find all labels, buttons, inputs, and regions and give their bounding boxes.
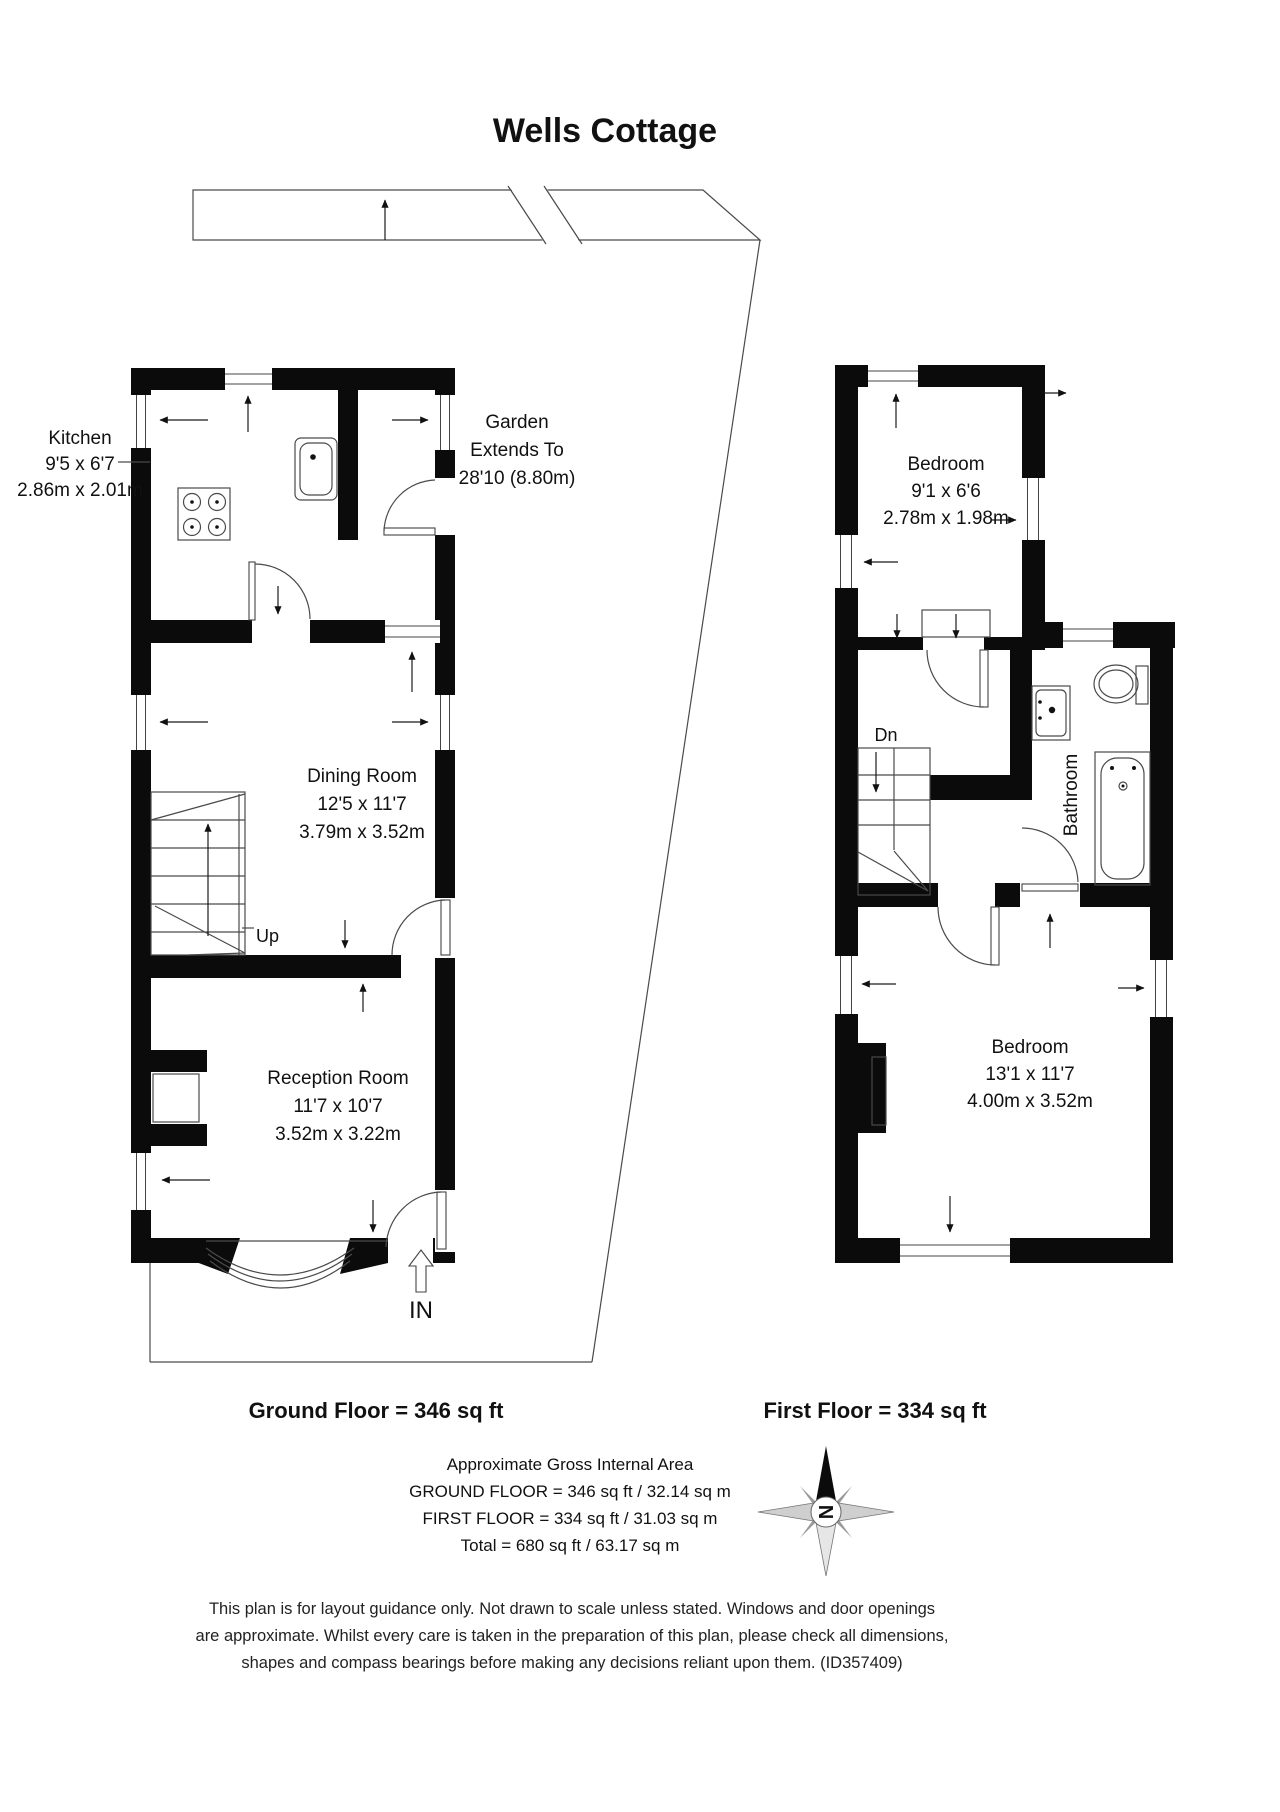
- bedroom-large-size-imperial: 13'1 x 11'7: [985, 1064, 1075, 1085]
- reception-room-size-imperial: 11'7 x 10'7: [293, 1096, 383, 1117]
- area-summary-first: FIRST FLOOR = 334 sq ft / 31.03 sq m: [422, 1509, 718, 1528]
- compass-north-label: N: [816, 1504, 838, 1520]
- garden-size: 28'10 (8.80m): [458, 468, 576, 489]
- disclaimer-line-1: This plan is for layout guidance only. Not drawn to scale unless stated. Windows and door openings: [208, 1600, 936, 1618]
- kitchen-size-imperial: 9'5 x 6'7: [45, 454, 115, 475]
- stairs-up-label: Up: [256, 926, 280, 946]
- disclaimer-line-2: are approximate. Whilst every care is taken in the preparation of this plan, please check all dimensions,: [195, 1627, 949, 1645]
- disclaimer: [196, 1600, 949, 1672]
- first-floor-area-label: First Floor = 334 sq ft: [763, 1398, 987, 1423]
- dining-room-size-metric: 3.79m x 3.52m: [299, 822, 425, 843]
- dining-room-size-imperial: 12'5 x 11'7: [317, 794, 407, 815]
- bedroom-large-label: Bedroom: [991, 1037, 1069, 1058]
- bedroom-large-size-metric: 4.00m x 3.52m: [967, 1091, 1093, 1112]
- reception-room-size-metric: 3.52m x 3.22m: [275, 1124, 401, 1145]
- garden-extends-label: Extends To: [470, 440, 564, 461]
- bedroom-large-door: [991, 907, 999, 965]
- area-summary-ground: GROUND FLOOR = 346 sq ft / 32.14 sq m: [409, 1482, 731, 1501]
- bedroom-small-door: [980, 650, 988, 707]
- toilet-icon: [1094, 665, 1148, 704]
- stove-icon: [178, 488, 230, 540]
- garden-label: Garden: [485, 412, 549, 433]
- bathtub-icon: [1095, 752, 1150, 885]
- page-title: Wells Cottage: [492, 112, 718, 150]
- sink-icon: [295, 438, 337, 500]
- first-floor-walls: [835, 365, 1175, 1263]
- first-floor-plan: [835, 365, 1175, 1263]
- area-summary: [409, 1455, 731, 1555]
- area-summary-total: Total = 680 sq ft / 63.17 sq m: [460, 1536, 680, 1555]
- compass-icon: [758, 1446, 894, 1576]
- stairs-down: [858, 748, 930, 895]
- reception-room-label: Reception Room: [267, 1068, 409, 1089]
- stairs-up: [151, 792, 254, 955]
- front-door: [437, 1192, 446, 1249]
- ground-floor-area-label: Ground Floor = 346 sq ft: [248, 1398, 504, 1423]
- bedroom-small-size-metric: 2.78m x 1.98m: [883, 508, 1009, 529]
- ground-floor-labels: [17, 412, 575, 1324]
- bathroom-sink-icon: [1032, 686, 1070, 740]
- kitchen-door: [249, 562, 255, 620]
- disclaimer-line-3: shapes and compass bearings before making any decisions reliant upon them. (ID357409): [241, 1654, 903, 1672]
- entrance-label: IN: [409, 1297, 433, 1324]
- bathroom-label: Bathroom: [1061, 753, 1082, 837]
- kitchen-size-metric: 2.86m x 2.01m: [17, 480, 143, 501]
- garden-door: [384, 528, 435, 535]
- kitchen-label: Kitchen: [48, 428, 112, 449]
- bathroom-door: [1022, 884, 1078, 891]
- dining-door: [441, 900, 450, 955]
- bedroom-small-label: Bedroom: [907, 454, 985, 475]
- footer: [196, 1398, 988, 1672]
- bedroom-small-size-imperial: 9'1 x 6'6: [911, 481, 981, 502]
- ground-floor-plan: [17, 184, 760, 1362]
- area-summary-heading: Approximate Gross Internal Area: [446, 1455, 694, 1474]
- stairs-down-label: Dn: [874, 725, 898, 745]
- dining-room-label: Dining Room: [307, 766, 417, 787]
